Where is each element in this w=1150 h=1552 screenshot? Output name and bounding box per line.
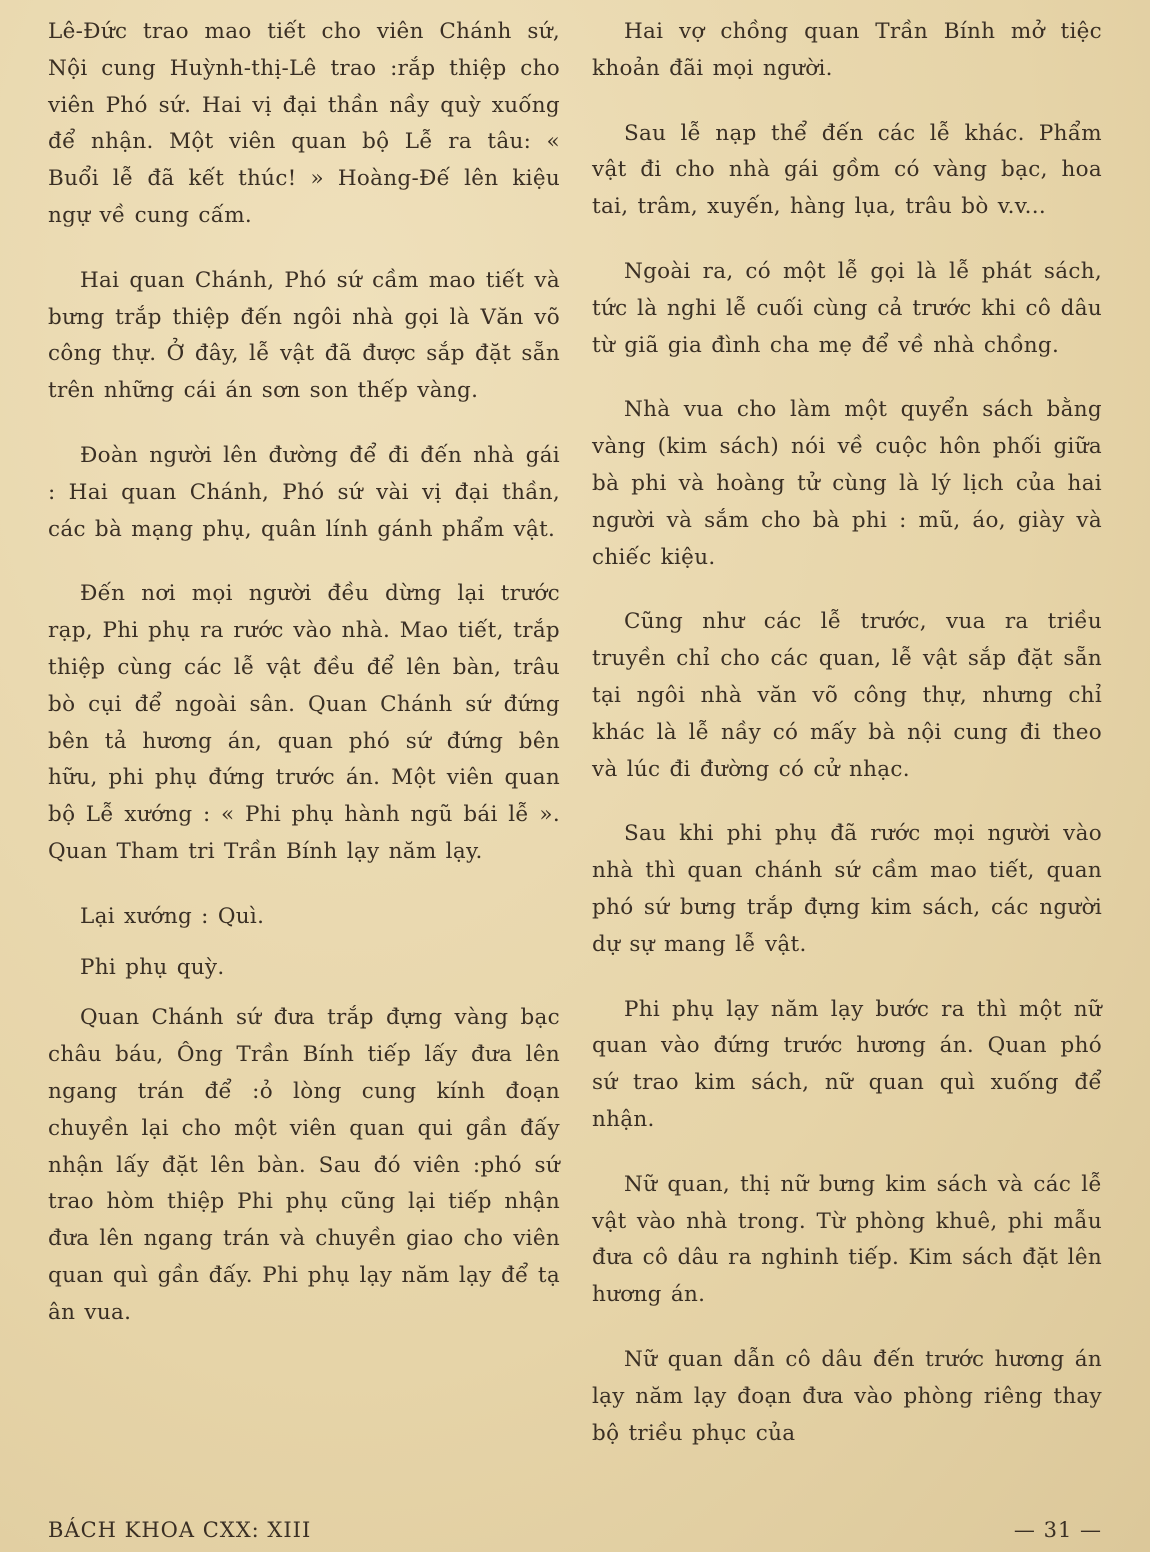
paragraph: Đến nơi mọi người đều dừng lại trước rạp, Phi phụ ra rước vào nhà. Mao tiết, trắp thiệp cùng các lễ vật đều để lên bàn, trâu bò cụi để ngoài sân. Quan Chánh sứ đứng bên tả hương án, quan phó sứ đứng bên hữu, phi phụ đứng trước án. Một viên quan bộ Lễ xướng : « Phi phụ hành ngũ bái lễ ». Quan Tham tri Trần Bính lạy năm lạy. bbox=[48, 581, 560, 864]
paragraph: Nhà vua cho làm một quyển sách bằng vàng (kim sách) nói về cuộc hôn phối giữa bà phi và hoàng tử cùng là lý lịch của hai người và sắm cho bà phi : mũ, áo, giày và chiếc kiệu. bbox=[592, 397, 1102, 570]
paragraph: Lại xướng : Quì. bbox=[80, 903, 265, 929]
page-footer bbox=[48, 1518, 1102, 1548]
paragraph: Nữ quan dẫn cô dâu đến trước hương án lạy năm lạy đoạn đưa vào phòng riêng thay bộ triều phục của bbox=[592, 1346, 1102, 1446]
paragraph: Hai vợ chồng quan Trần Bính mở tiệc khoản đãi mọi người. bbox=[592, 19, 1102, 81]
paragraph: Quan Chánh sứ đưa trắp đựng vàng bạc châu báu, Ông Trần Bính tiếp lấy đưa lên ngang trán để :ỏ lòng cung kính đoạn chuyền lại cho một viên quan qui gần đấy nhận lấy đặt lên bàn. Sau đó viên :phó sứ trao hòm thiệp Phi phụ cũng lại tiếp nhận đưa lên ngang trán và chuyền giao cho viên quan quì gần đấy. Phi phụ lạy năm lạy để tạ ân vua. bbox=[48, 1005, 560, 1325]
paragraph: Hai quan Chánh, Phó sứ cầm mao tiết và bưng trắp thiệp đến ngôi nhà gọi là Văn võ công thự. Ở đây, lễ vật đã được sắp đặt sẵn trên những cái án sơn son thếp vàng. bbox=[48, 267, 560, 404]
paragraph: Nữ quan, thị nữ bưng kim sách và các lễ vật vào nhà trong. Từ phòng khuê, phi mẫu đưa cô dâu ra nghinh tiếp. Kim sách đặt lên hương án. bbox=[592, 1171, 1102, 1308]
publication-name: BÁCH KHOA CXX: XIII bbox=[48, 1518, 312, 1542]
paragraph: Lê-Đức trao mao tiết cho viên Chánh sứ, Nội cung Huỳnh-thị-Lê trao :rắp thiệp cho viên Phó sứ. Hai vị đại thần nầy quỳ xuống để nhận. Một viên quan bộ Lễ ra tâu: « Buổi lễ đã kết thúc! » Hoàng-Đế lên kiệu ngự về cung cấm. bbox=[48, 19, 560, 228]
paragraph: Đoàn người lên đường để đi đến nhà gái : Hai quan Chánh, Phó sứ vài vị đại thần, các bà mạng phụ, quân lính gánh phẩm vật. bbox=[48, 442, 560, 542]
paragraph: Sau lễ nạp thể đến các lễ khác. Phẩm vật đi cho nhà gái gồm có vàng bạc, hoa tai, trâm, xuyến, hàng lụa, trâu bò v.v... bbox=[592, 120, 1102, 220]
paragraph: Ngoài ra, có một lễ gọi là lễ phát sách, tức là nghi lễ cuối cùng cả trước khi cô dâu từ giã gia đình cha mẹ để về nhà chồng. bbox=[592, 258, 1102, 358]
paragraph: Phi phụ quỳ. bbox=[80, 954, 225, 980]
paragraph: Sau khi phi phụ đã rước mọi người vào nhà thì quan chánh sứ cầm mao tiết, quan phó sứ bưng trắp đựng kim sách, các người dự sự mang lễ vật. bbox=[592, 821, 1102, 957]
paragraph: Cũng như các lễ trước, vua ra triều truyền chỉ cho các quan, lễ vật sắp đặt sẵn tại ngôi nhà văn võ công thự, nhưng chỉ khác là lễ nầy có mấy bà nội cung đi theo và lúc đi đường có cử nhạc. bbox=[592, 609, 1102, 782]
left-column bbox=[48, 14, 560, 1360]
right-column bbox=[592, 14, 1102, 1480]
page-number: — 31 — bbox=[1013, 1518, 1102, 1542]
paragraph: Phi phụ lạy năm lạy bước ra thì một nữ quan vào đứng trước hương án. Quan phó sứ trao kim sách, nữ quan quì xuống để nhận. bbox=[592, 996, 1102, 1132]
